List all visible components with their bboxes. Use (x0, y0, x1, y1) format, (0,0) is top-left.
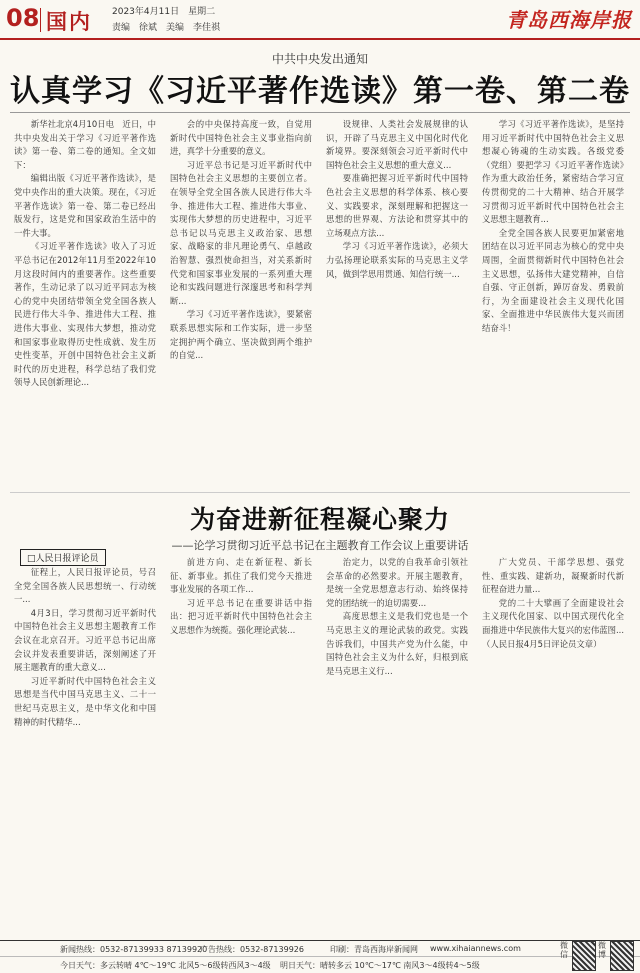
wechat-qr-icon[interactable] (572, 941, 596, 971)
article1-column-2 (170, 118, 312, 488)
section-rule (10, 492, 630, 493)
paragraph: 习近平总书记是习近平新时代中国特色社会主义思想的主要创立者。在领导全党全国各族人民进行伟大斗争、推进伟大工程、推进伟大事业、实现伟大梦想的历史进程中，习近平总书记以马克思主义政治家、思想家、战略家的非凡理论勇气、卓越政治智慧、强烈使命担当，对关系新时代党和国家事业发展的一系列重大理论和实践问题进行深邃思考和科学判断... (170, 159, 312, 306)
article1-column-4 (482, 118, 624, 488)
paragraph: 广大党员、干部学思想、强党性、重实践、建新功，凝聚新时代新征程奋进力量... (482, 557, 624, 595)
paragraph: 前进方向、走在新征程、新长征、新事业。抓住了我们党今天推进事业发展的各项工作... (170, 557, 312, 595)
footer-weather (0, 956, 640, 973)
paragraph: 设规律、人类社会发展规律的认识，开辟了马克思主义中国化时代化新境界。要深刻领会习近平新时代中国特色社会主义思想的重大意义... (326, 119, 468, 170)
byline: □人民日报评论员 (20, 549, 106, 566)
weibo-qr-icon[interactable] (610, 941, 634, 971)
weibo-label: 微博 (598, 941, 606, 959)
article1-headline: 认真学习《习近平著作选读》第一卷、第二卷 (10, 74, 630, 109)
paragraph: 党的二十大擘画了全面建设社会主义现代化国家、以中国式现代化全面推进中华民族伟大复兴的宏伟蓝图...（人民日报4月5日评论员文章） (482, 597, 624, 649)
weather-today: 今日天气：多云转晴 4℃～19℃ 北风5～6级转西风3～4级 (60, 961, 271, 970)
page-number: 08 (6, 4, 40, 32)
footer-contacts (0, 940, 640, 957)
article2-column-1 (14, 566, 156, 936)
paragraph: 4月3日，学习贯彻习近平新时代中国特色社会主义思想主题教育工作会议在北京召开。习近平总书记出席会议并发表重要讲话，深刻阐述了开展主题教育的重大意义... (14, 607, 156, 673)
masthead (0, 0, 640, 40)
article1-kicker: 中共中央发出通知 (271, 52, 368, 66)
headline-rule (10, 112, 630, 113)
paragraph: 习近平总书记在重要讲话中指出：把习近平新时代中国特色社会主义思想作为统揽。强化理论武装... (170, 597, 312, 635)
masthead-divider (40, 8, 41, 32)
article1-column-3 (326, 118, 468, 488)
paragraph: 习近平新时代中国特色社会主义思想是当代中国马克思主义、二十一世纪马克思主义，是中华文化和中国精神的时代精华... (14, 675, 156, 727)
printer-info: 印刷：青岛西海岸新闻网 (330, 945, 418, 954)
article2-subhead: ——论学习贯彻习近平总书记在主题教育工作会议上重要讲话 (171, 539, 469, 552)
paragraph: 征程上，人民日报评论员，号召全党全国各族人民思想统一、行动统一... (14, 567, 156, 605)
website-link[interactable]: www.xihaiannews.com (430, 944, 521, 953)
paragraph: 要准确把握习近平新时代中国特色社会主义思想的科学体系、核心要义、实践要求，深刻理解和把握这一思想的世界观、方法论和贯穿其中的立场观点方法... (326, 173, 468, 238)
article2-column-3 (326, 556, 468, 936)
paragraph: 学习《习近平著作选读》，要紧密联系思想实际和工作实际，进一步坚定拥护两个确立、坚决做到两个维护的自觉... (170, 309, 312, 361)
article2-column-2 (170, 556, 312, 936)
weather-tomorrow: 明日天气：晴转多云 10℃～17℃ 南风3～4级转4～5级 (280, 961, 480, 970)
paragraph: 《习近平著作选读》收入了习近平总书记在2012年11月至2022年10月这段时间内的重要著作。这些重要著作，生动记录了以习近平同志为核心的党中央团结带领全党全国各族人民进行伟大斗争、推进伟大工程、推进伟大事业、实现伟大梦想，推动党和国家事业取得历史性成就、发生历史性变革，开创中国特色社会主义新时代的历史进程，科学总结了我们党领导人民创新理论... (14, 241, 156, 388)
article2-column-4 (482, 556, 624, 936)
news-hotline: 新闻热线：0532-87139933 87139920 (60, 945, 208, 954)
ad-hotline: 广告热线：0532-87139926 (200, 945, 304, 954)
section-name: 国内 (46, 10, 92, 34)
paragraph: 治定力，以党的自我革命引领社会革命的必然要求。开展主题教育，是统一全党思想意志行动、始终保持党的团结统一的迫切需要... (326, 557, 468, 608)
paragraph: 学习《习近平著作选读》，必须大力弘扬理论联系实际的马克思主义学风，做到学思用贯通、知信行统一... (326, 241, 468, 279)
paragraph: 新华社北京4月10日电 近日，中共中央发出关于学习《习近平著作选读》第一卷、第二卷的通知。全文如下： (14, 119, 156, 170)
article1-column-1 (14, 118, 156, 488)
paragraph: 会的中央保持高度一致，自觉用新时代中国特色社会主义事业指向前进，真学十分重要的意义。 (170, 119, 312, 157)
paragraph: 全党全国各族人民要更加紧密地团结在以习近平同志为核心的党中央周围，全面贯彻新时代中国特色社会主义思想，弘扬伟大建党精神，自信自强、守正创新，踔厉奋发、勇毅前行，为全面建设社会主义现代化国家、全面推进中华民族伟大复兴而团结奋斗！ (482, 227, 624, 333)
paragraph: 学习《习近平著作选读》，是坚持用习近平新时代中国特色社会主义思想凝心铸魂的生动实践。各级党委（党组）要把学习《习近平著作选读》作为重大政治任务，紧密结合学习宣传贯彻党的二十大精神、结合开展学习贯彻习近平新时代中国特色社会主义思想主题教育... (482, 119, 624, 225)
paragraph: 编辑出版《习近平著作选读》，是党中央作出的重大决策。现在，《习近平著作选读》第一卷、第二卷已经出版发行，这是党和国家政治生活中的一件大事。 (14, 173, 156, 238)
article2-headline: 为奋进新征程凝心聚力 (189, 505, 450, 534)
newspaper-brand: 青岛西海岸报 (506, 8, 632, 32)
wechat-label: 微信 (560, 941, 568, 959)
issue-date: 2023年4月11日 星期二 (112, 7, 216, 17)
editors-line: 责编 徐斌 美编 李佳祺 (112, 23, 221, 33)
paragraph: 高度思想主义是我们党也是一个马克思主义的理论武装的政党。实践告诉我们，中国共产党为什么能，中国特色社会主义为什么好，归根到底是马克思主义行... (326, 611, 468, 676)
